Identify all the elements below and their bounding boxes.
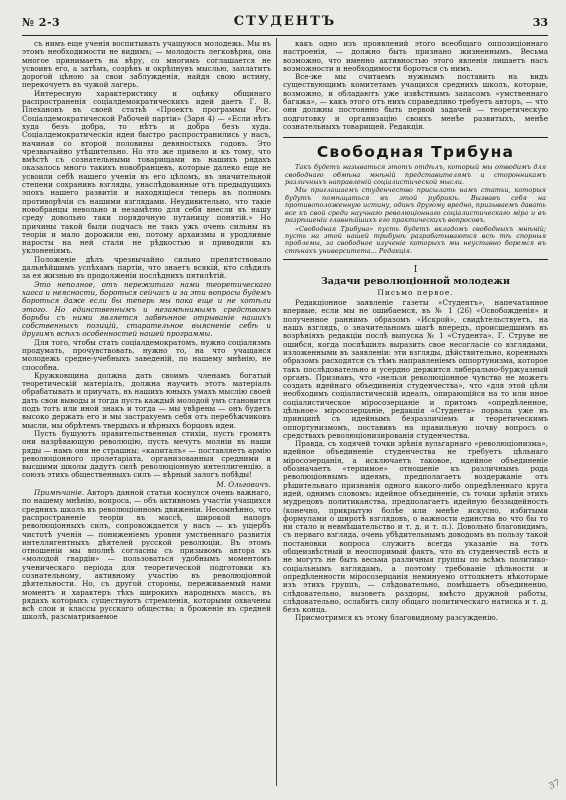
article-subtitle: Письмо первое.	[377, 288, 454, 298]
intro-paragraph: Мы приглашаемъ студенчество присылать намъ статьи, которыя будутъ помѣщаться въ этой рубрикѣ. Вызвавъ себя на противоположенную истину, одинъ другому вредно, призываемъ давать все къ свой среди научнаго революціоннаго соціалистическаго міра и въ разрѣшеніи главнѣйшихъ его практическихъ вопросовъ.	[285, 186, 546, 225]
paragraph	[283, 73, 548, 131]
article-title: Задачи революціонной молодежи	[320, 276, 511, 288]
page-header	[22, 14, 548, 34]
intro-paragraph: «Свободная Трибуна» пусть будетъ вкладомъ свободныхъ мнѣній; пусть на этой нашей трибунѣ разрабатываются всѣ тѣ спорныя проблемы, за свободное изученіе которыхъ мы неуставно боремся въ стѣнахъ университета... Редакція.	[285, 224, 546, 255]
section-title: Свободная Трибуна	[316, 143, 515, 162]
page-number: 33	[532, 16, 548, 29]
paragraph: Редакціонное заявленіе газеты «Студентъ», напечатанное впервые, если мы не ошибаемся, въ № 1 (26) «Освобожденія» и полученное раннимъ образомъ «Искрой», свидѣтельствуетъ, на нашъ взглядъ, о значительномъ шагѣ впередъ, происшедшимъ въ возрѣніяхъ редакціи послѣ выпуска № 1 «Студента». Г. Струве не ошибся, когда поспѣшилъ выразить свое несогласіе со взглядами, изложенными въ заявленіи: эти взгляды, дѣйствительно, коренныхъ образомъ расходятся съ тѣмъ направленіемъ оппортунизма, которое такъ послѣдовательно и усердно держится либерально-буржуазный органъ. Признавъ, что «нельзя революціонное чувство не можетъ создать идейнаго объединенія студенчества», что «для этой цѣли необходимъ соціалистическій идеалъ, опирающійся на то или иное соціалистическое міросозерцаніе и притомъ «опредѣленное, цѣльное» міросозерцаніе, редакція «Студента» порвала уже въ принципѣ съ идейнымъ безразличіемъ и теоретическимъ оппортунизмомъ, поставивъ на правильную почву вопросъ о средствахъ революціонизированія студенчества.	[283, 298, 548, 440]
paragraph: Правда, съ ходячей точки зрѣнія вульгарнаго «революціонизма», идейное объединеніе студенчества не требуетъ цѣльнаго міросозерцанія, а исключаетъ таковое, идейное объединеніе обозначаетъ «терпимое» отношеніе къ различнымъ рода революціоннымъ идеямъ, предполагаетъ воздержаніе отъ рѣшительнаго признанія одного какого-либо опредѣленнаго круга идей, однимъ словомъ: идейное объединеніе, съ точки зрѣнія этихъ мудрецовъ политиканства, предполагаетъ идейную беззыдейность (конечно, прикрытую болѣе или менѣе искусно, избитыми формулами о широтѣ взглядовъ, о важности единства во что бы то ни стало и невмѣшательство и т. д. и т. п.). Довольно благовидимъ, съ перваго взгляда, очень убѣдительнымъ доводомъ въ пользу такой постановки вопроса служитъ всегда указаніе на тотъ общеизвѣстный и неоспоримый фактъ, что въ студенчествѣ есть и не могутъ не быть весьма различныя группы по всѣмъ политико-соціальнымъ взглядамъ, а поэтому требованіе цѣльности и опредѣленности міросозерцанія неминуемо оттолкнетъ нѣкоторые изъ этихъ группъ, — слѣдовательно, помѣшаетъ объединенію, слѣдовательно, вызоветъ раздоры, вмѣсто дружной работы, слѣдовательно, ослабитъ силу общаго политическаго натиска и т. д. безъ конца.	[283, 439, 548, 615]
editorial-note	[22, 489, 271, 622]
editorial-signature: Редакція.	[388, 121, 425, 131]
header-rule	[22, 35, 548, 36]
right-column	[283, 40, 548, 788]
author-signature: М. Ольговичъ.	[216, 479, 271, 489]
section-intro	[285, 164, 546, 255]
free-tribune-section	[283, 137, 548, 260]
paragraph: Интересную характеристику и оцѣнку общинаго распространенія соціалдемократическихъ идей даетъ Г. В. Плехановъ въ своей статьѣ «Проектъ программы Рос. Соціалдемократической Рабочей партіи» (Заря 4) — «Если нѣтъ худа безъ добра, то нѣтъ и добра безъ худа. Соціалдемократическія идеи быстро распространились у насъ, начиная со второй половины девяностыхъ годовъ. Это чрезвычайно утѣшительно. Но это же привело и къ тому, что вмѣстѣ съ сознательными товарищами въ нашихъ рядахъ оказалось много такихъ новобранцевъ, которые далеко еще не усвоили себѣ нашего ученія въ его цѣломъ, въ значительной степени сохранивъ взгляды, унаслѣдованные отъ предыдущихъ эпохъ нашего развитія и находящіеся теперь въ полномъ противорѣчіи съ нашими взглядами. Неудивительно, что такіе новобранцы невольно и незамѣтно для себя внесли въ нашу среду довольно таки порядочную путаницу понятій.» Но причины такой были подчасъ не такъ ужъ очень сильны въ теоріи и мало дорожили ею, потому архаизмы и уродливые наросты на ней стали не рѣдкостью и приводили къ уклоненіямъ.	[22, 88, 271, 256]
intro-paragraph: Такъ будетъ называться этотъ отдѣлъ, который мы отводимъ для свободнаго обмѣна мнѣній представителямъ и сторонникамъ различныхъ направленій соціалистической мысли.	[285, 163, 546, 187]
note-text: Авторъ данной статьи коснулся очень важнаго, по нашему мнѣнію, вопроса, — объ активномъ участіи учащихся среднихъ школъ въ революціонномъ движеніи. Несомнѣнно, что распространеніе теоріи въ массѣ, широкой напоръ революціонныхъ силъ, сопровождается у насъ — къ ущербъ чистотѣ ученія — пониженіемъ уровня умственнаго развитія интеллигентныхъ дѣятелей русской революціи. Въ этомъ отношеніи мы вполнѣ согласны съ призывомъ автора къ «молодой гвардіи» — пользоваться удобнымъ моментомъ ученическаго періода для теоретической подготовки къ сознательному, активному участію въ революціонной дѣятельности. Но, съ другой стороны, переживаемый нами моментъ и характеръ тѣхъ широкихъ народныхъ массъ, въ рядахъ которыхъ существуютъ стремленія, которыми охвачены всѣ слои и классы русскаго общества; а броженіе въ средней школѣ, разсматриваемое	[22, 488, 271, 622]
paragraph: Кружковщина должна дать своимъ членамъ богатый теоретическій матеріалъ, должна научить этотъ матеріалъ обрабатывать и приучать, въ нашихъ юныхъ умахъ мыслію своей дать свои выводы и тогда пусть каждый молодой умъ становится подъ тотъ или иной знакъ и тогда — мы увѣрены — онъ будетъ высоко держать его и мы застрахуемъ себя отъ перебѣжчиковъ мысли, мы обрѣтемъ твердыхъ и вѣрныхъ борцовъ идеи.	[22, 370, 271, 430]
article-number: I	[413, 265, 418, 276]
paragraph: Для того, чтобы стать соціалдемократомъ, нужно соціализмъ продумать, прочувствовать, нужно то, на что учащаяся молодежь средне-учебныхъ заведеній, по нашему мнѣнію, не способна.	[22, 337, 271, 372]
paragraph: Это неполное, отъ пережитаго нами теоретическаго хаоса и неясности, бороться сейчасъ и за эти вопросы будемъ бороться даже если бы теперь мы пока еще и не хотѣли этого. Но единственнымъ и незамѣнимымъ средствомъ борьбы съ ними является забвѣнное отрываніе нашихъ собственныхъ позицій, старательное выясненіе себѣ и другимъ всѣхъ особенностей нашей программы.	[22, 279, 271, 339]
paragraph: Присмотримся къ этому благовидному разсужденію.	[295, 613, 498, 623]
paragraph: съ нимъ еще ученія воспитывать учащуюся молодежь. Мы въ этомъ необходимости не видимъ; — молодость легковѣрна, она многое принимаетъ на вѣру, со многимъ соглашается не усвоивъ его, а затѣмъ, созрѣвъ и окрѣпнувъ мыслью, заплатитъ дорогой цѣною за свои заблужденія, найдя свою истину, перекочуетъ въ чужой лагерь.	[22, 40, 271, 90]
issue-number: № 2-3	[22, 16, 61, 29]
column-divider	[276, 38, 277, 786]
left-column	[22, 40, 271, 788]
paragraph-text: Все-же мы считаемъ нужнымъ поставить на видъ существующимъ комитетамъ учащихся среднихъ школъ, которые, возможно, и обладаютъ уже извѣстнымъ запасомъ «умственнаго багажа», — какъ этого отъ нихъ справедливо требуетъ авторъ, — что они должны постоянно быть первой задачей — теоретическую подготовку и организацію своихъ менѣе развитыхъ, менѣе сознательныхъ товарищей.	[283, 72, 548, 131]
note-label: Примѣчаніе.	[34, 488, 85, 498]
paragraph: Пусть бушуютъ правительственныя стихіи, пусть громятъ они назрѣвающую революцію, пусть мечутъ молніи въ наши ряды — намъ они не страшны: «капиталъ» — поставляетъ армію революціонного пролетаріата, организованныя средними и высшими школы дадутъ силѣ революціонную интеллигенцію, а союзъ этихъ общественныхъ силъ — вѣрный залогъ побѣды!	[22, 428, 271, 480]
handwritten-mark: 37	[546, 778, 562, 792]
paragraph: какъ одно изъ проявлений этого всеобщаго оппозиціоннаго настроенія, — должно быть признано жизненнымъ. Весьма возможно, что именно активностью этого явленія лишаетъ насъ возможности и необходимости бороться съ нимъ.	[283, 40, 548, 73]
newspaper-title: СТУДЕНТЪ	[233, 14, 337, 29]
paragraph: Положеніе дѣлъ чрезвычайно сильно препятствовало дальнѣйшимъ успѣхамъ партіи, что знаетъ всякій, кто слѣдилъ за ея жизнью въ продолженіи послѣднихъ пятилѣтій.	[22, 254, 271, 281]
